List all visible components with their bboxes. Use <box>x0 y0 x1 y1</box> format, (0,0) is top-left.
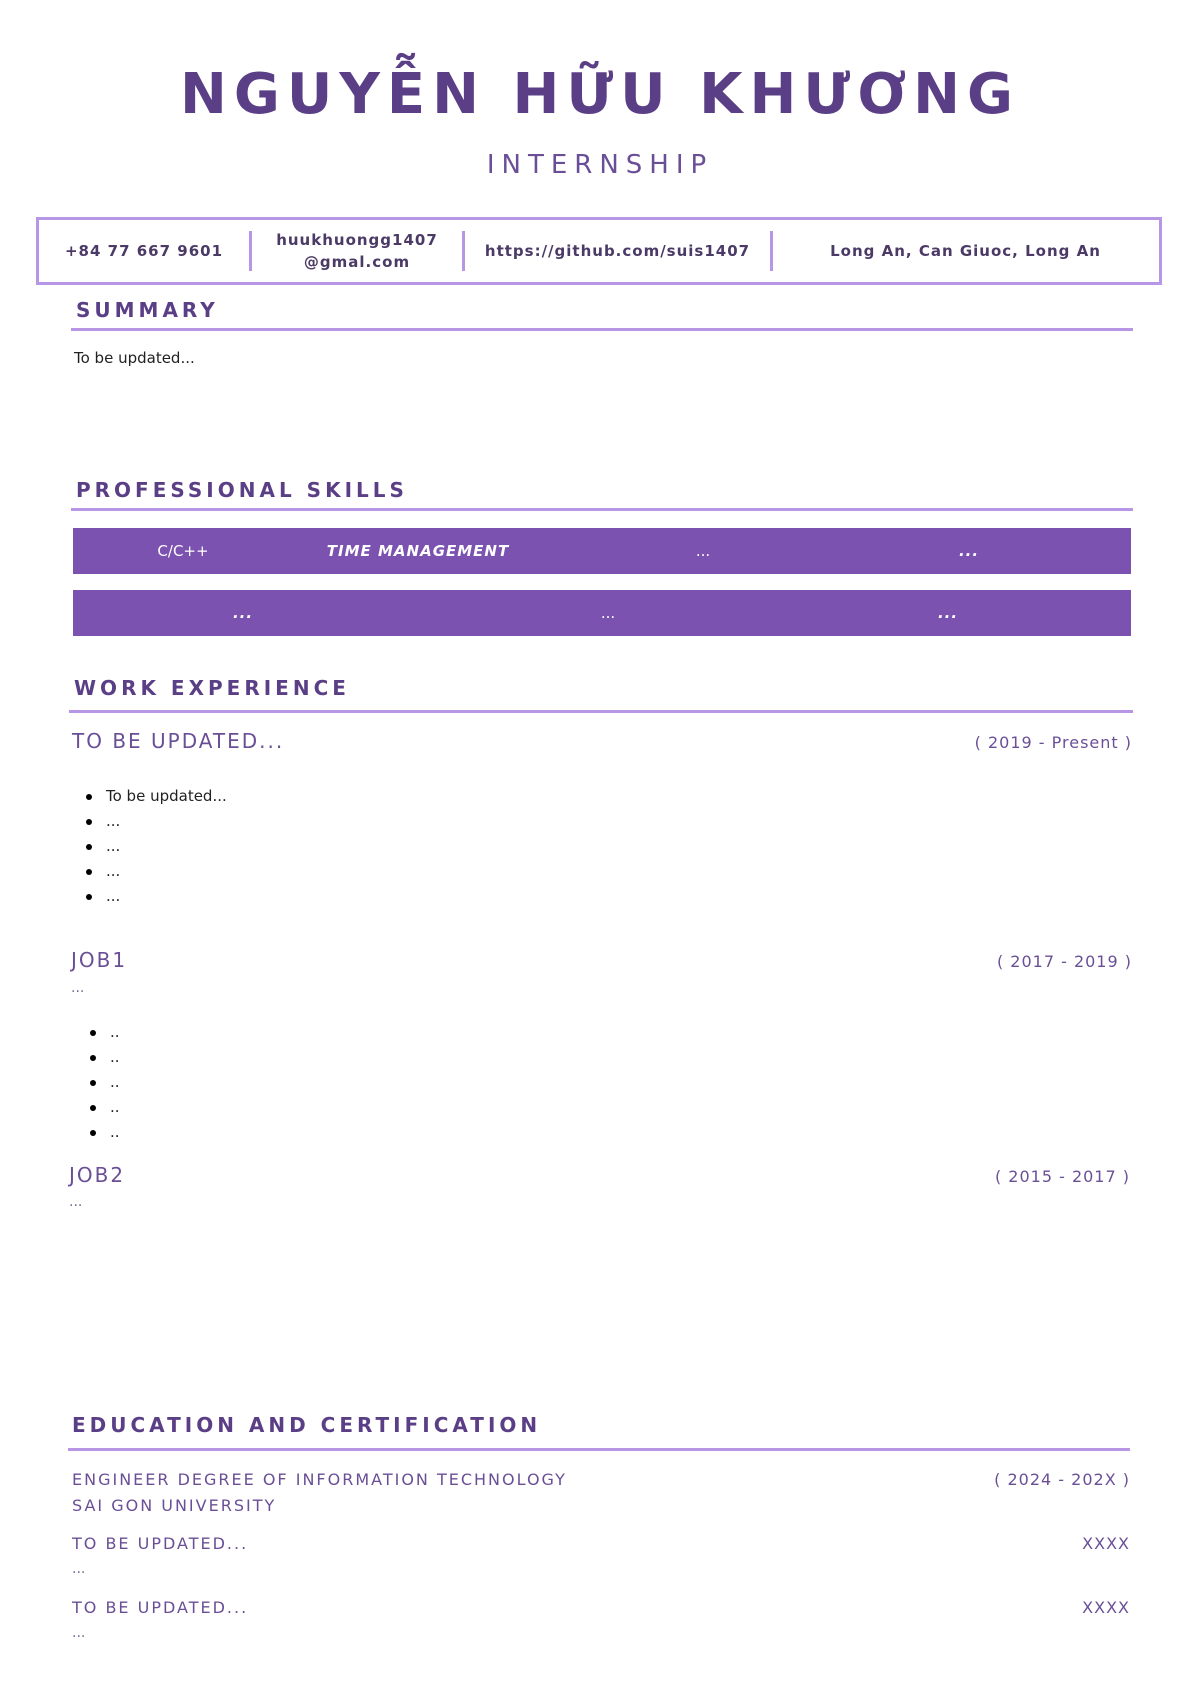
contact-bar <box>36 217 1162 285</box>
job-title: JOB1 <box>71 948 128 972</box>
job-period: ( 2015 - 2017 ) <box>994 1167 1130 1186</box>
skill-item: ... <box>937 604 959 622</box>
summary-heading: SUMMARY <box>76 298 219 322</box>
list-item: To be updated... <box>86 784 227 809</box>
job-period: ( 2019 - Present ) <box>974 733 1132 752</box>
skill-item: ... <box>695 542 711 560</box>
job-period: ( 2017 - 2019 ) <box>996 952 1132 971</box>
skill-item: ... <box>600 604 616 622</box>
education-divider <box>68 1448 1130 1451</box>
work-heading: WORK EXPERIENCE <box>74 676 350 700</box>
candidate-role: INTERNSHIP <box>486 150 714 180</box>
job-title: TO BE UPDATED... <box>72 729 285 753</box>
contact-location: Long An, Can Giuoc, Long An <box>830 242 1101 260</box>
education-period: XXXX <box>1082 1534 1130 1553</box>
job-bullets <box>90 1020 120 1145</box>
skills-row-2 <box>73 590 1131 636</box>
skill-item: C/C++ <box>157 542 209 560</box>
list-item: .. <box>90 1070 120 1095</box>
skills-row-1 <box>73 528 1131 574</box>
job-title: JOB2 <box>69 1163 126 1187</box>
education-heading: EDUCATION AND CERTIFICATION <box>72 1413 542 1437</box>
contact-phone: +84 77 667 9601 <box>64 242 224 260</box>
education-title: ENGINEER DEGREE OF INFORMATION TECHNOLOGY <box>72 1470 567 1489</box>
list-item: .. <box>90 1095 120 1120</box>
skill-item: ... <box>958 542 980 560</box>
list-item: ... <box>86 809 227 834</box>
education-period: ( 2024 - 202X ) <box>994 1470 1130 1489</box>
education-period: XXXX <box>1082 1598 1130 1617</box>
education-subtitle: SAI GON UNIVERSITY <box>72 1496 277 1515</box>
list-item: .. <box>90 1020 120 1045</box>
list-item: ... <box>86 859 227 884</box>
job-subtitle: ... <box>69 1194 83 1210</box>
summary-divider <box>71 328 1133 331</box>
list-item: .. <box>90 1045 120 1070</box>
candidate-name: NGUYỄN HỮU KHƯƠNG <box>180 62 1020 127</box>
education-subtitle: ... <box>72 1625 86 1641</box>
education-title: TO BE UPDATED... <box>72 1534 249 1553</box>
list-item: ... <box>86 834 227 859</box>
education-subtitle: ... <box>72 1561 86 1577</box>
contact-email <box>252 229 462 273</box>
skill-item: ... <box>232 604 254 622</box>
skill-item: TIME MANAGEMENT <box>326 542 510 560</box>
list-item: ... <box>86 884 227 909</box>
education-title: TO BE UPDATED... <box>72 1598 249 1617</box>
contact-github: https://github.com/suis1407 <box>484 242 751 260</box>
skills-divider <box>71 508 1133 511</box>
work-divider <box>69 710 1133 713</box>
skills-heading: PROFESSIONAL SKILLS <box>76 478 408 502</box>
job-bullets <box>86 784 227 909</box>
contact-email-line1: huukhuongg1407 <box>276 231 438 249</box>
job-subtitle: ... <box>71 980 85 996</box>
list-item: .. <box>90 1120 120 1145</box>
contact-email-line2: @gmal.com <box>303 253 411 271</box>
summary-text: To be updated... <box>74 349 195 367</box>
